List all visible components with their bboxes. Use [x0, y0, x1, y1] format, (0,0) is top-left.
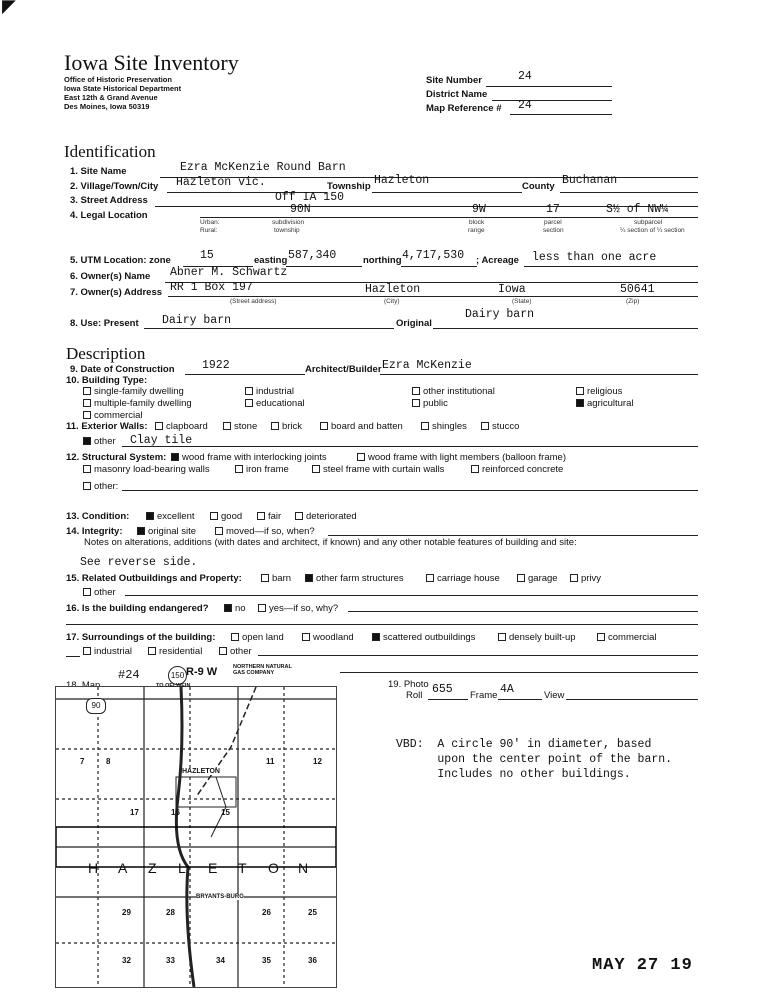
site-number-label: Site Number: [426, 75, 482, 86]
map-letter-z: Z: [148, 860, 157, 876]
struct-wood-interlocking-checkbox[interactable]: wood frame with interlocking joints: [171, 452, 327, 463]
date-field[interactable]: 1922: [202, 359, 230, 372]
map-letter-h: H: [88, 860, 99, 876]
owner-zip-field[interactable]: 50641: [620, 283, 655, 296]
surroundings-label: 17. Surroundings of the building:: [66, 632, 216, 643]
range-label: range: [468, 227, 485, 234]
owner-name-label: 6. Owner(s) Name: [70, 271, 151, 282]
struct-concrete-checkbox[interactable]: reinforced concrete: [471, 464, 563, 475]
surround-dense-checkbox[interactable]: densely built-up: [498, 632, 576, 643]
city-sub-label: (City): [384, 298, 400, 305]
struct-masonry-checkbox[interactable]: masonry load-bearing walls: [83, 464, 210, 475]
bt-educational-checkbox[interactable]: educational: [245, 398, 305, 409]
outbuilding-garage-checkbox[interactable]: garage: [517, 573, 558, 584]
northing-label: northing: [363, 255, 402, 266]
northing-field[interactable]: 4,717,530: [402, 249, 465, 262]
wall-stone-checkbox[interactable]: stone: [223, 421, 257, 432]
bt-industrial-checkbox[interactable]: industrial: [245, 386, 294, 397]
outbuildings-label: 15. Related Outbuildings and Property:: [66, 573, 242, 584]
district-label: District Name: [426, 89, 488, 100]
legal-location-label: 4. Legal Location: [70, 210, 148, 221]
township-sub-label: township: [274, 227, 300, 234]
surround-commercial-checkbox[interactable]: commercial: [597, 632, 657, 643]
parcel-label: parcel: [544, 219, 562, 226]
owner-state-field[interactable]: Iowa: [498, 283, 526, 296]
use-original-field[interactable]: Dairy barn: [465, 308, 535, 321]
vbd-line-3: Includes no other buildings.: [396, 768, 631, 781]
acreage-label: ; Acreage: [476, 255, 519, 266]
use-present-field[interactable]: Dairy barn: [162, 314, 232, 327]
wall-shingles-checkbox[interactable]: shingles: [421, 421, 467, 432]
outbuilding-barn-checkbox[interactable]: barn: [261, 573, 291, 584]
county-label: County: [522, 181, 555, 192]
wall-other-checkbox[interactable]: other: [83, 436, 116, 447]
section-7: 7: [80, 757, 85, 766]
bt-agricultural-checkbox[interactable]: agricultural: [576, 398, 633, 409]
condition-fair-checkbox[interactable]: fair: [257, 511, 281, 522]
building-type-label: 10. Building Type:: [66, 375, 148, 386]
map-letter-t: T: [238, 860, 247, 876]
condition-good-checkbox[interactable]: good: [210, 511, 242, 522]
section-36: 36: [308, 956, 317, 965]
struct-steel-checkbox[interactable]: steel frame with curtain walls: [312, 464, 444, 475]
office-line-1: Office of Historic Preservation: [64, 75, 172, 84]
map-letter-a: A: [118, 860, 128, 876]
range-value[interactable]: 9W: [472, 203, 486, 216]
condition-label: 13. Condition:: [66, 511, 130, 522]
outbuilding-other-farm-checkbox[interactable]: other farm structures: [305, 573, 404, 584]
integrity-moved-checkbox[interactable]: moved—if so, when?: [215, 526, 315, 537]
vbd-line-2: upon the center point of the barn.: [396, 753, 673, 766]
notes-field[interactable]: See reverse side.: [80, 556, 198, 569]
bt-other-institutional-checkbox[interactable]: other institutional: [412, 386, 495, 397]
block-label: block: [469, 219, 485, 226]
owner-street-field[interactable]: RR 1 Box 197: [170, 281, 253, 294]
section-34: 34: [216, 956, 225, 965]
section-label: section: [543, 227, 564, 234]
section-15: 15: [221, 808, 230, 817]
section-16: 16: [171, 808, 180, 817]
map-bryantsburg-label: BRYANTS-BURG: [196, 894, 244, 900]
condition-excellent-checkbox[interactable]: excellent: [146, 511, 195, 522]
section-value[interactable]: 17: [546, 203, 560, 216]
easting-field[interactable]: 587,340: [288, 249, 337, 262]
owner-address-label: 7. Owner(s) Address: [70, 287, 163, 298]
office-line-4: Des Moines, Iowa 50319: [64, 102, 150, 111]
integrity-original-checkbox[interactable]: original site: [137, 526, 196, 537]
architect-field[interactable]: Ezra McKenzie: [382, 359, 472, 372]
wall-other-field[interactable]: Clay tile: [130, 434, 193, 447]
owner-name-field[interactable]: Abner M. Schwartz: [170, 266, 288, 279]
zip-sub-label: (Zip): [626, 298, 640, 305]
subparcel-label: subparcel: [634, 219, 663, 226]
gas-company-label: NORTHERN NATURAL GAS COMPANY: [233, 664, 292, 676]
easting-label: easting: [254, 255, 288, 266]
description-heading: Description: [66, 344, 146, 363]
section-28: 28: [166, 908, 175, 917]
form-title: Iowa Site Inventory: [64, 50, 239, 75]
bt-multiple-checkbox[interactable]: multiple-family dwelling: [83, 398, 192, 409]
utm-label: 5. UTM Location: zone: [70, 255, 171, 266]
bt-commercial-checkbox[interactable]: commercial: [83, 410, 143, 421]
to-oelwein-label: TO OELWEIN: [156, 683, 191, 689]
surround-other-checkbox[interactable]: other: [219, 646, 252, 657]
section-35: 35: [262, 956, 271, 965]
map-letter-e: E: [208, 860, 218, 876]
date-stamp: MAY 27 19: [592, 956, 693, 975]
map-letter-o: O: [268, 860, 279, 876]
street-field[interactable]: Off IA 150: [275, 191, 345, 204]
struct-iron-checkbox[interactable]: iron frame: [235, 464, 289, 475]
acreage-field[interactable]: less than one acre: [532, 251, 657, 264]
subparcel-value[interactable]: S½ of NW¼: [606, 203, 669, 216]
corner-mark: ◤: [2, 0, 16, 16]
wall-brick-checkbox[interactable]: brick: [271, 421, 302, 432]
bt-public-checkbox[interactable]: public: [412, 398, 448, 409]
township-field[interactable]: Hazleton: [374, 174, 430, 187]
photo-label: 19. Photo: [388, 679, 429, 690]
office-line-3: East 12th & Grand Avenue: [64, 93, 158, 102]
utm-zone-field[interactable]: 15: [200, 249, 214, 262]
section-32: 32: [122, 956, 131, 965]
surround-industrial-checkbox[interactable]: industrial: [83, 646, 132, 657]
outbuilding-other-checkbox[interactable]: other: [83, 587, 116, 598]
route-150-circle: 150: [168, 666, 187, 685]
surround-woodland-checkbox[interactable]: woodland: [302, 632, 354, 643]
bt-single-checkbox[interactable]: single-family dwelling: [83, 386, 184, 397]
office-line-2: Iowa State Historical Department: [64, 84, 182, 93]
use-original-label: Original: [396, 318, 432, 329]
surround-residential-checkbox[interactable]: residential: [148, 646, 202, 657]
roll-field[interactable]: 655: [432, 683, 453, 696]
village-label: 2. Village/Town/City: [70, 181, 159, 192]
frame-field[interactable]: 4A: [500, 683, 514, 696]
map-letter-l: L: [178, 860, 186, 876]
section-12: 12: [313, 757, 322, 766]
view-label: View: [544, 690, 565, 701]
section-25: 25: [308, 908, 317, 917]
section-33: 33: [166, 956, 175, 965]
village-field[interactable]: Hazleton vic.: [176, 176, 266, 189]
integrity-label: 14. Integrity:: [66, 526, 123, 537]
township-value[interactable]: 90N: [290, 203, 311, 216]
rural-label: Rural:: [200, 227, 218, 234]
surround-open-checkbox[interactable]: open land: [231, 632, 284, 643]
section-17: 17: [130, 808, 139, 817]
street-sub-label: (Street address): [230, 298, 277, 305]
walls-label: 11. Exterior Walls:: [66, 421, 148, 432]
wall-clapboard-checkbox[interactable]: clapboard: [155, 421, 208, 432]
wall-stucco-checkbox[interactable]: stucco: [481, 421, 519, 432]
location-map: [55, 686, 337, 988]
endangered-yes-checkbox[interactable]: yes—if so, why?: [258, 603, 338, 614]
roll-label: Roll: [406, 690, 423, 701]
map-town-label: HAZLETON: [182, 768, 220, 775]
township-label: Township: [327, 181, 371, 192]
map-reference-label: Map Reference #: [426, 103, 502, 114]
site-name-field[interactable]: Ezra McKenzie Round Barn: [180, 161, 346, 174]
section-26: 26: [262, 908, 271, 917]
use-present-label: 8. Use: Present: [70, 318, 139, 329]
map-letter-n: N: [298, 860, 309, 876]
subdivision-label: subdivision: [272, 219, 305, 226]
structural-label: 12. Structural System:: [66, 452, 167, 463]
street-label: 3. Street Address: [70, 195, 148, 206]
endangered-label: 16. Is the building endangered?: [66, 603, 209, 614]
section-8: 8: [106, 757, 111, 766]
county-field[interactable]: Buchanan: [562, 174, 618, 187]
section-11: 11: [266, 757, 275, 766]
site-number-field[interactable]: 24: [518, 70, 532, 83]
map-range-label: R-9 W: [186, 666, 218, 678]
state-sub-label: (State): [512, 298, 532, 305]
map-site-tag: #24: [118, 668, 140, 682]
surround-scattered-checkbox[interactable]: scattered outbuildings: [372, 632, 475, 643]
wall-board-checkbox[interactable]: board and batten: [320, 421, 403, 432]
date-label: 9. Date of Construction: [70, 364, 175, 375]
identification-heading: Identification: [64, 142, 156, 161]
map-reference-field[interactable]: 24: [518, 99, 532, 112]
endangered-no-checkbox[interactable]: no: [224, 603, 246, 614]
owner-city-field[interactable]: Hazleton: [365, 283, 421, 296]
outbuilding-carriage-checkbox[interactable]: carriage house: [426, 573, 500, 584]
struct-wood-light-checkbox[interactable]: wood frame with light members (balloon frame): [357, 452, 566, 463]
struct-other-checkbox[interactable]: other:: [83, 481, 118, 492]
notes-label: Notes on alterations, additions (with dates and architect, if known) and any other notable features of building and site:: [84, 537, 577, 548]
hwy-90-shield: 90: [86, 698, 106, 714]
section-29: 29: [122, 908, 131, 917]
urban-label: Urban:: [200, 219, 220, 226]
outbuilding-privy-checkbox[interactable]: privy: [570, 573, 601, 584]
vbd-line-1: VBD: A circle 90' in diameter, based: [396, 738, 652, 751]
quarter-section-label: ¼ section of ¼ section: [620, 227, 685, 234]
bt-religious-checkbox[interactable]: religious: [576, 386, 622, 397]
condition-deteriorated-checkbox[interactable]: deteriorated: [295, 511, 357, 522]
frame-label: Frame: [470, 690, 498, 701]
site-name-label: 1. Site Name: [70, 166, 127, 177]
architect-label: Architect/Builder: [305, 364, 382, 375]
